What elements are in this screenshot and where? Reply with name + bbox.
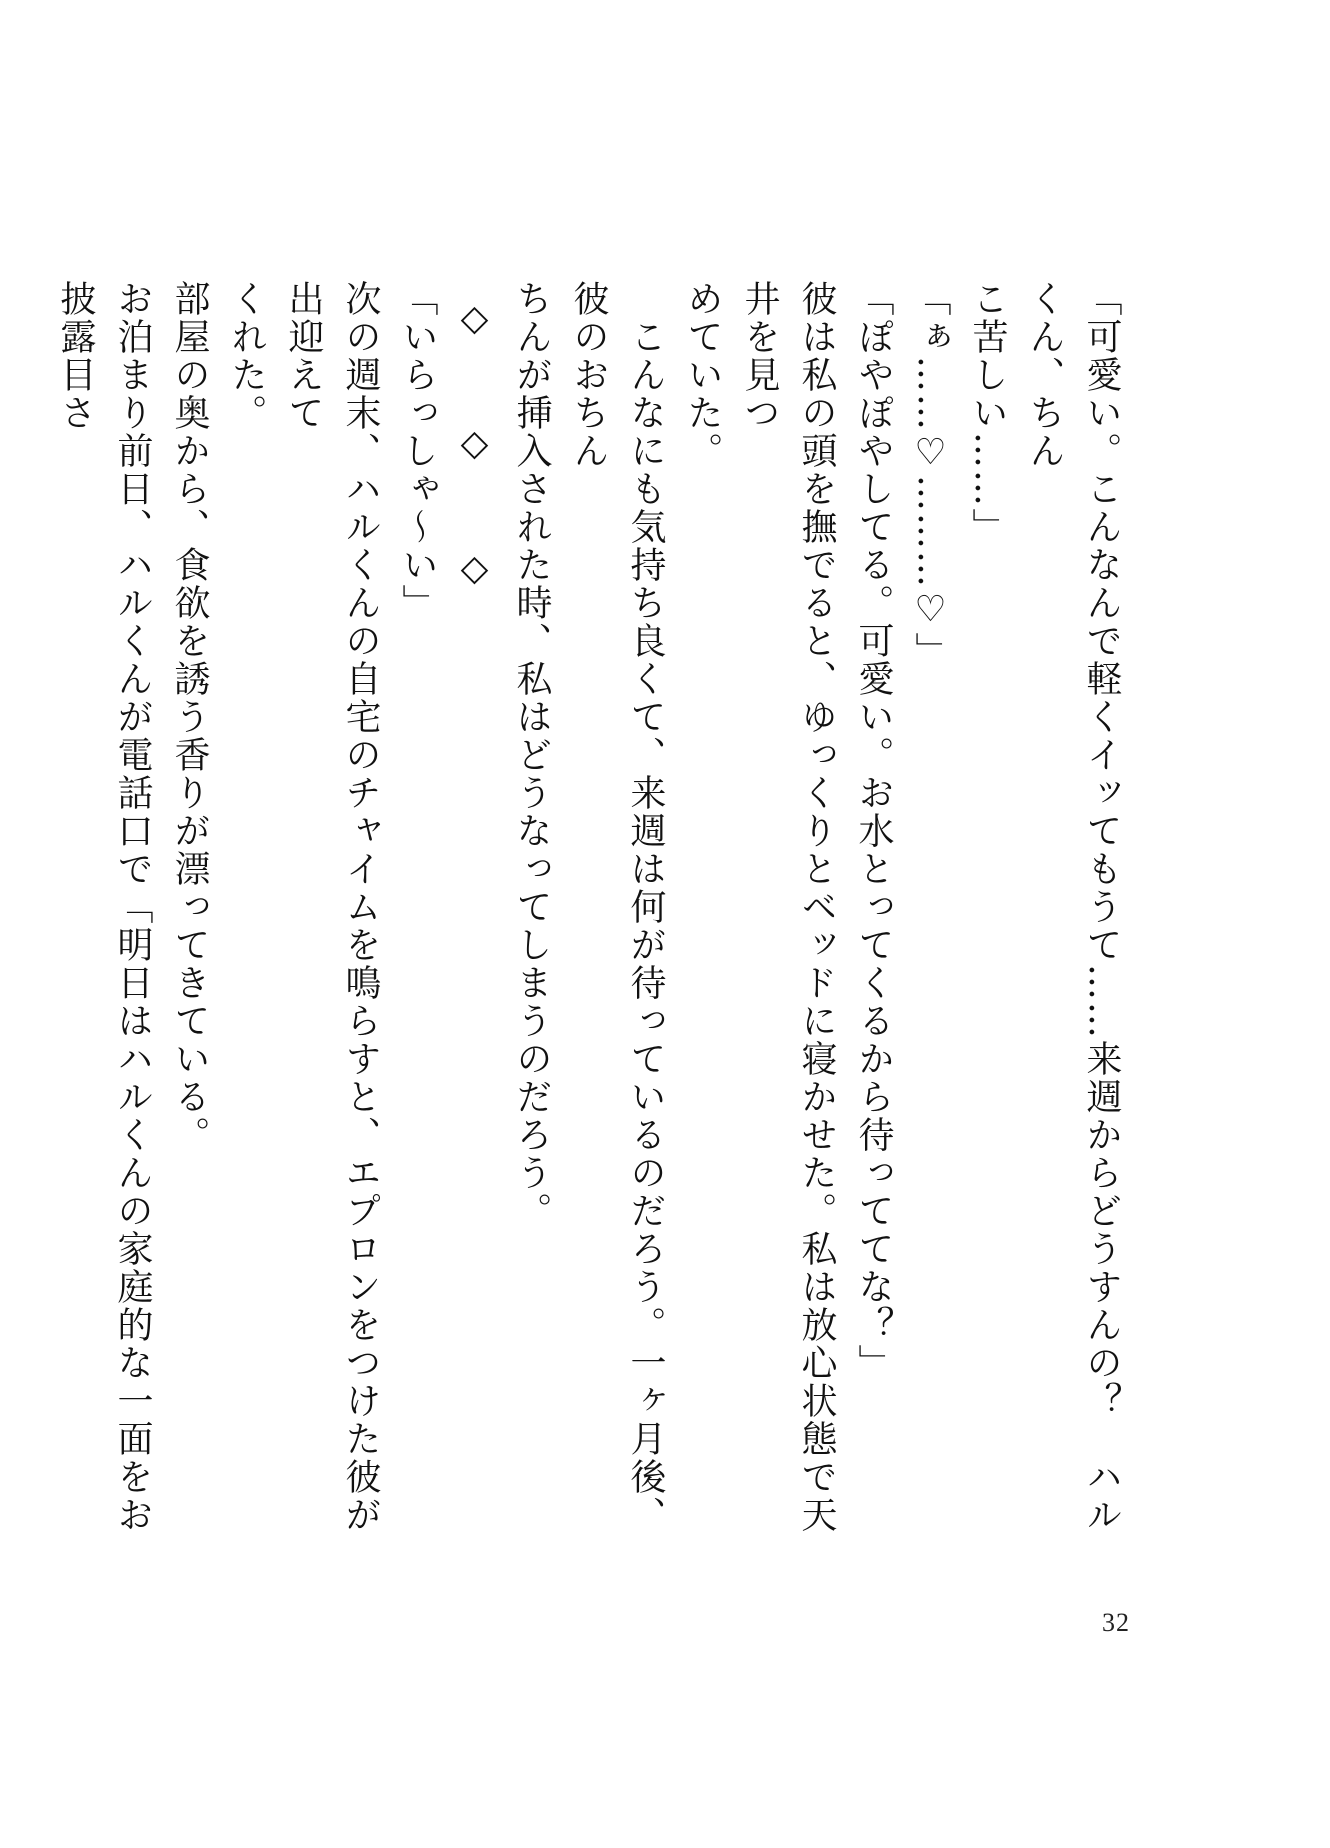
text-line: めていた。 xyxy=(682,280,723,470)
text-line: 「ぁ……♡………♡」 xyxy=(910,280,951,670)
section-separator: ◇ ◇ ◇ xyxy=(454,298,495,613)
text-line: 次の週末、ハルくんの自宅のチャイムを鳴らすと、エプロンをつけた彼が出迎えて xyxy=(283,280,381,1534)
text-line: 「ぽやぽやしてる。可愛い。お水とってくるから待っててな？」 xyxy=(853,280,894,1382)
vertical-text-body xyxy=(55,280,1130,1550)
text-line: こんなにも気持ち良くて、来週は何が待っているのだろう。一ヶ月後、彼のおちん xyxy=(568,280,666,1534)
text-line: 「可愛い。こんなんで軽くイッてもうて……来週からどうすんの？ ハルくん、ちん xyxy=(1024,280,1122,1534)
page-number: 32 xyxy=(1102,1608,1130,1637)
text-line: こ苦しい……」 xyxy=(967,280,1008,546)
text-line: 部屋の奥から、食欲を誘う香りが漂ってきている。 xyxy=(169,280,210,1154)
text-line: 「いらっしゃ〜い」 xyxy=(397,280,438,622)
text-line: お泊まり前日、ハルくんが電話口で「明日はハルくんの家庭的な一面をお披露目さ xyxy=(55,280,153,1534)
text-line: ちんが挿入された時、私はどうなってしまうのだろう。 xyxy=(511,280,552,1230)
text-line: くれた。 xyxy=(226,280,267,432)
text-line: 彼は私の頭を撫でると、ゆっくりとベッドに寝かせた。私は放心状態で天井を見つ xyxy=(739,280,837,1534)
